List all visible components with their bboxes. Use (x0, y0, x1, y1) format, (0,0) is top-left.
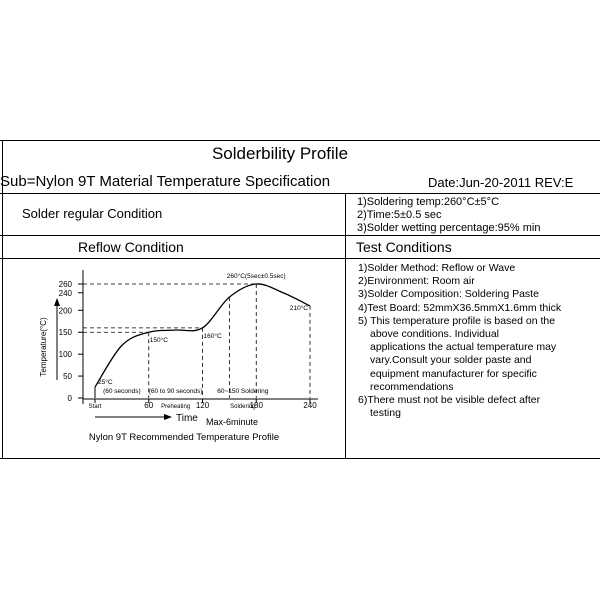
y-arrow-head-icon (54, 298, 60, 306)
page-title: Solderbility Profile (211, 144, 349, 163)
test-condition-line: 3)Solder Composition: Soldering Paste (358, 288, 539, 301)
bottom-border (0, 458, 600, 459)
interval-label: (60 to 90 seconds) (148, 388, 203, 395)
test-condition-line: 1)Solder Method: Reflow or Wave (358, 262, 516, 274)
x-axis-note: Max-6minute (206, 417, 259, 427)
point-annotation: 260°C(5sec±0.5sec) (226, 273, 286, 280)
chart-title: Nylon 9T Recommended Temperature Profile (88, 432, 280, 443)
x-tick-label: 60 (144, 401, 154, 410)
test-condition-line: 4)Test Board: 52mmX36.5mmX1.6mm thick (358, 301, 562, 314)
test-condition-line: applications the actual temperature may (370, 341, 557, 354)
interval-label: (60 seconds) (103, 388, 141, 395)
x-arrow-head-icon (164, 414, 172, 420)
material-subtitle: Sub=Nylon 9T Material Temperature Specification (0, 173, 331, 190)
y-tick-label: 260 (58, 280, 72, 289)
point-annotation: 160°C (203, 332, 222, 340)
phase-label: Preheating (161, 404, 191, 410)
test-condition-line: 6)There must not be visible defect after (358, 394, 541, 407)
date-revision: Date:Jun-20-2011 REV:E (428, 175, 574, 190)
test-condition-line: above conditions. Individual (370, 328, 500, 341)
section-divider (0, 258, 600, 259)
test-conditions-list (358, 262, 598, 420)
y-tick-label: 240 (58, 288, 72, 298)
spec-wetting: 3)Solder wetting percentage:95% min (357, 222, 541, 234)
point-annotation: 150°C (149, 337, 168, 345)
condition-divider (0, 235, 600, 236)
spec-time: 2)Time:5±0.5 sec (357, 209, 442, 221)
test-condition-line: 2)Environment: Room air (358, 275, 475, 288)
interval-label: 60~150 Soldering (217, 388, 269, 395)
y-tick-label: 0 (67, 394, 72, 403)
x-axis-label: Time (176, 413, 198, 424)
x-tick-label: Start (88, 404, 102, 410)
y-tick-label: 150 (58, 328, 72, 338)
point-annotation: 25°C (98, 379, 113, 387)
column-divider (345, 193, 346, 458)
reflow-heading: Reflow Condition (78, 239, 184, 255)
y-axis-label: Temperature(°C) (39, 317, 48, 377)
y-tick-label: 100 (58, 350, 72, 360)
phase-label: Soldering (230, 404, 256, 410)
condition-label: Solder regular Condition (22, 206, 163, 221)
point-annotation: 210°C (289, 304, 308, 312)
spec-soldering-temp: 1)Soldering temp:260°C±5°C (357, 196, 500, 208)
y-tick-label: 200 (58, 306, 72, 316)
x-tick-label: 240 (303, 401, 317, 410)
test-condition-line: testing (370, 407, 401, 420)
x-tick-label: 180 (249, 401, 263, 410)
test-condition-line: recommendations (370, 380, 454, 393)
test-condition-line: 5) This temperature profile is based on the (358, 314, 556, 327)
top-border (0, 140, 600, 141)
reflow-profile-chart (0, 260, 345, 458)
y-tick-label: 50 (63, 372, 72, 382)
x-tick-label: 120 (195, 401, 210, 410)
test-condition-line: vary.Consult your solder paste and (370, 354, 532, 367)
test-condition-line: equipment manufacturer for specific (370, 367, 537, 380)
header-divider (0, 193, 600, 194)
test-heading: Test Conditions (356, 239, 452, 255)
